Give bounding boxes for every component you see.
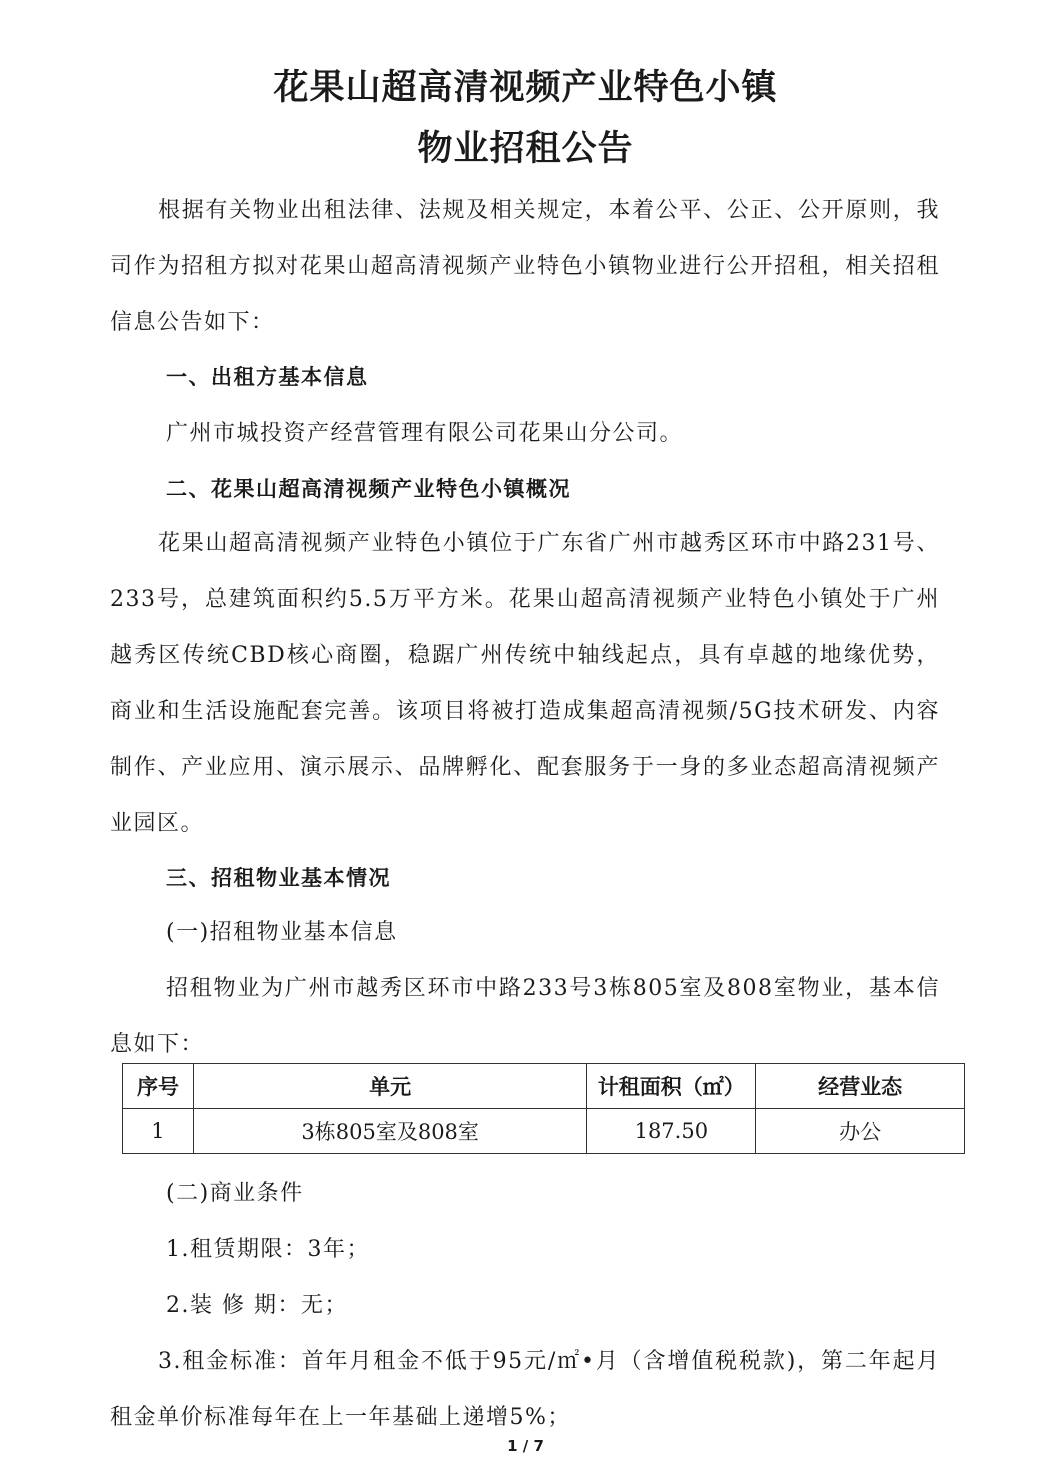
- table-header-row: [123, 1064, 965, 1109]
- section1-body: 广州市城投资产经营管理有限公司花果山分公司。: [166, 421, 684, 446]
- section3-sub2-heading: (二)商业条件: [166, 1181, 304, 1206]
- commercial-term-item: 2.装 修 期：无；: [166, 1293, 348, 1318]
- section2-heading: 二、花果山超高清视频产业特色小镇概况: [166, 477, 571, 501]
- document-title-line2: 物业招租公告: [417, 129, 634, 169]
- commercial-term-item: 1.租赁期限：3年；: [166, 1237, 370, 1262]
- table-cell-business-type: 办公: [756, 1109, 965, 1154]
- commercial-term-item: 3.租金标准：首年月租金不低于95元/㎡•月（含增值税税款)，第二年起月租金单价标准每年在上一年基础上递增5%；: [110, 1349, 940, 1430]
- section2-body: 花果山超高清视频产业特色小镇位于广东省广州市越秀区环市中路231号、233号，总建筑面积约5.5万平方米。花果山超高清视频产业特色小镇处于广州越秀区传统CBD核心商圈，稳踞广州传统中轴线起点，具有卓越的地缘优势，商业和生活设施配套完善。该项目将被打造成集超高清视频/5G技术研发、内容制作、产业应用、演示展示、品牌孵化、配套服务于一身的多业态超高清视频产业园区。: [110, 531, 940, 836]
- document-title-line1: 花果山超高清视频产业特色小镇: [273, 68, 778, 108]
- section3-sub1-body: 招租物业为广州市越秀区环市中路233号3栋805室及808室物业，基本信息如下：: [110, 976, 940, 1057]
- section3-heading: 三、招租物业基本情况: [166, 866, 391, 890]
- table-cell-area: 187.50: [587, 1109, 756, 1154]
- property-info-table: [122, 1063, 965, 1154]
- table-header-area: 计租面积（㎡）: [587, 1064, 756, 1109]
- section3-sub1-heading: (一)招租物业基本信息: [166, 920, 398, 945]
- table-header-business-type: 经营业态: [756, 1064, 965, 1109]
- table-cell-unit: 3栋805室及808室: [193, 1109, 586, 1154]
- table-header-index: 序号: [123, 1064, 194, 1109]
- table-row: [123, 1109, 965, 1154]
- table-cell-index: 1: [123, 1109, 194, 1154]
- page-number: 1 / 7: [507, 1437, 544, 1455]
- section1-heading: 一、出租方基本信息: [166, 365, 369, 389]
- table-header-unit: 单元: [193, 1064, 586, 1109]
- intro-paragraph: 根据有关物业出租法律、法规及相关规定，本着公平、公正、公开原则，我司作为招租方拟对花果山超高清视频产业特色小镇物业进行公开招租，相关招租信息公告如下：: [110, 198, 940, 335]
